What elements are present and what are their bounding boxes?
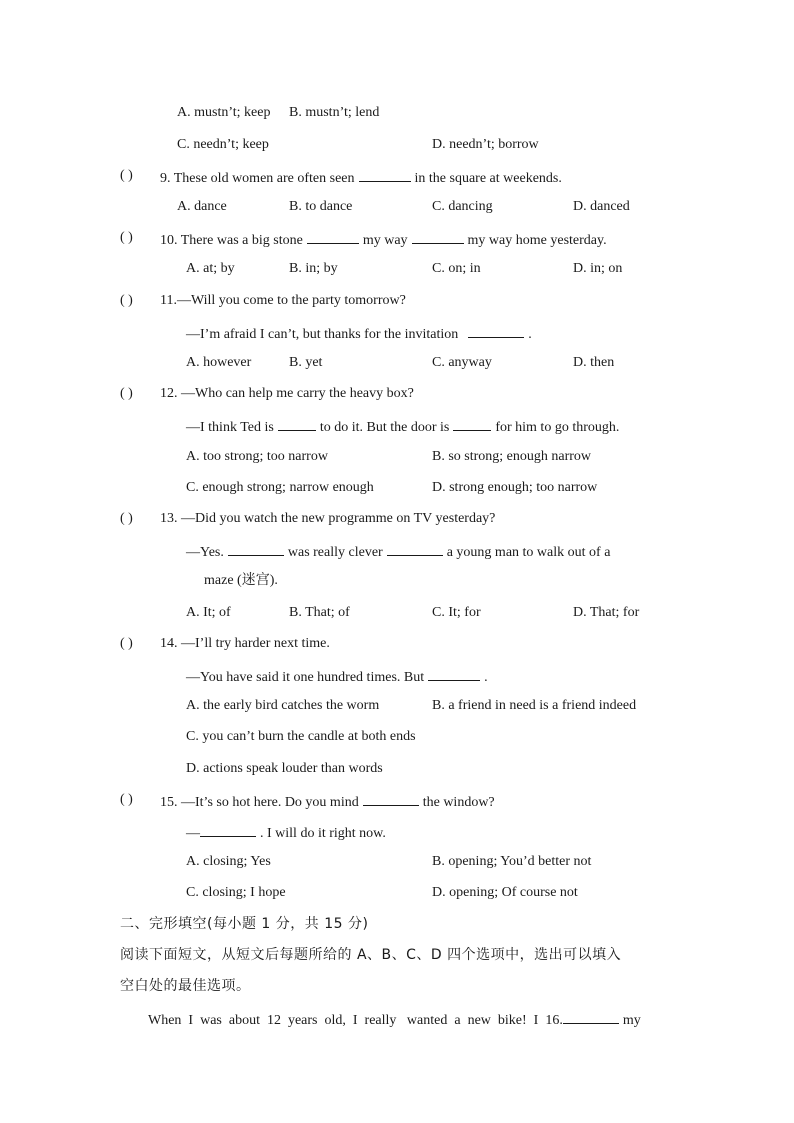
q14-blank [428, 666, 480, 681]
q10-blank-2 [412, 229, 464, 244]
q11-reply-pre: —I’m afraid I can’t, but thanks for the invitation [186, 327, 459, 342]
q12-reply-mid: to do it. But the door is [319, 420, 450, 435]
q13-reply [186, 541, 610, 562]
q8-option-c: C. needn’t; keep [177, 137, 269, 152]
q11-reply-post: . [528, 327, 532, 342]
q12-blank-1 [278, 416, 316, 431]
q11-option-d: D. then [573, 355, 615, 370]
q14-option-d: D. actions speak louder than words [186, 761, 383, 776]
q15-blank [363, 791, 419, 806]
q12-reply-post: for him to go through. [495, 420, 620, 435]
q12-stem: 12. —Who can help me carry the heavy box? [160, 386, 414, 401]
q14-option-c: C. you can’t burn the candle at both ends [186, 729, 416, 744]
q12-reply-pre: —I think Ted is [186, 420, 274, 435]
q14-option-a: A. the early bird catches the worm [186, 698, 380, 713]
q13-option-d: D. That; for [573, 605, 640, 620]
q9-option-d: D. danced [573, 199, 630, 214]
q15-stem-post: the window? [422, 795, 495, 810]
passage-text-pre: When I was about 12 years old, I really wanted a new bike! I 16. [148, 1013, 563, 1028]
q9-option-b: B. to dance [289, 199, 353, 214]
passage-text-post: my [622, 1013, 641, 1028]
q15-reply [186, 822, 386, 843]
q12-option-d: D. strong enough; too narrow [432, 480, 598, 495]
q12-answer-paren: ( ) [120, 386, 133, 401]
section-2-instructions-line-1: 阅读下面短文，从短文后每题所给的 A、B、C、D 四个选项中，选出可以填入 [120, 947, 622, 963]
q11-answer-paren: ( ) [120, 293, 133, 308]
q13-reply-line2: maze (迷宫). [204, 573, 278, 588]
q10-stem [160, 229, 607, 250]
q15-stem-pre: 15. —It’s so hot here. Do you mind [160, 795, 359, 810]
q12-option-c: C. enough strong; narrow enough [186, 480, 374, 495]
q10-stem-mid: my way [362, 233, 408, 248]
q12-option-a: A. too strong; too narrow [186, 449, 328, 464]
q10-option-c: C. on; in [432, 261, 481, 276]
q15-option-d: D. opening; Of course not [432, 885, 578, 900]
q11-option-b: B. yet [289, 355, 323, 370]
q13-blank-2 [387, 541, 443, 556]
q14-reply-pre: —You have said it one hundred times. But [186, 670, 425, 685]
q9-option-a: A. dance [177, 199, 227, 214]
q16-blank [563, 1009, 619, 1024]
q12-option-b: B. so strong; enough narrow [432, 449, 592, 464]
q14-reply [186, 666, 488, 687]
q10-stem-pre: 10. There was a big stone [160, 233, 303, 248]
q10-option-a: A. at; by [186, 261, 235, 276]
q9-blank [359, 167, 411, 182]
q13-option-b: B. That; of [289, 605, 350, 620]
q13-blank-1 [228, 541, 284, 556]
q8-option-a: A. mustn’t; keep [177, 105, 271, 120]
q14-answer-paren: ( ) [120, 636, 133, 651]
section-2-instructions-line-2: 空白处的最佳选项。 [120, 978, 251, 994]
q10-answer-paren: ( ) [120, 230, 133, 245]
q15-stem [160, 791, 495, 812]
q15-blank-2 [200, 822, 256, 837]
q14-option-b: B. a friend in need is a friend indeed [432, 698, 637, 713]
q13-answer-paren: ( ) [120, 511, 133, 526]
q11-blank [468, 323, 524, 338]
q11-stem: 11.—Will you come to the party tomorrow? [160, 293, 406, 308]
q13-stem: 13. —Did you watch the new programme on TV yesterday? [160, 511, 496, 526]
q9-stem-pre: 9. These old women are often seen [160, 171, 355, 186]
q9-option-c: C. dancing [432, 199, 493, 214]
q9-stem [160, 167, 562, 188]
q11-option-c: C. anyway [432, 355, 492, 370]
q10-stem-post: my way home yesterday. [467, 233, 607, 248]
q13-reply-mid: was really clever [287, 545, 383, 560]
q12-reply [186, 416, 619, 437]
q11-reply [186, 323, 532, 344]
q12-blank-2 [453, 416, 491, 431]
q9-answer-paren: ( ) [120, 168, 133, 183]
q14-reply-post: . [484, 670, 488, 685]
q13-reply-pre: —Yes. [186, 545, 224, 560]
q15-option-b: B. opening; You’d better not [432, 854, 592, 869]
q15-option-c: C. closing; I hope [186, 885, 286, 900]
q10-blank-1 [307, 229, 359, 244]
q15-reply-post: . I will do it right now. [260, 826, 386, 841]
q14-stem: 14. —I’ll try harder next time. [160, 636, 330, 651]
q13-reply-post: a young man to walk out of a [446, 545, 611, 560]
q11-option-a: A. however [186, 355, 252, 370]
q13-option-a: A. It; of [186, 605, 231, 620]
q15-reply-pre: — [186, 826, 200, 841]
q15-answer-paren: ( ) [120, 792, 133, 807]
section-2-heading: 二、完形填空(每小题 1 分，共 15 分) [120, 916, 369, 932]
q15-option-a: A. closing; Yes [186, 854, 271, 869]
q8-option-d: D. needn’t; borrow [432, 137, 539, 152]
q9-stem-post: in the square at weekends. [414, 171, 562, 186]
section-2-passage-line-1 [148, 1009, 641, 1030]
q8-option-b: B. mustn’t; lend [289, 105, 380, 120]
q13-option-c: C. It; for [432, 605, 481, 620]
q10-option-b: B. in; by [289, 261, 338, 276]
q10-option-d: D. in; on [573, 261, 623, 276]
